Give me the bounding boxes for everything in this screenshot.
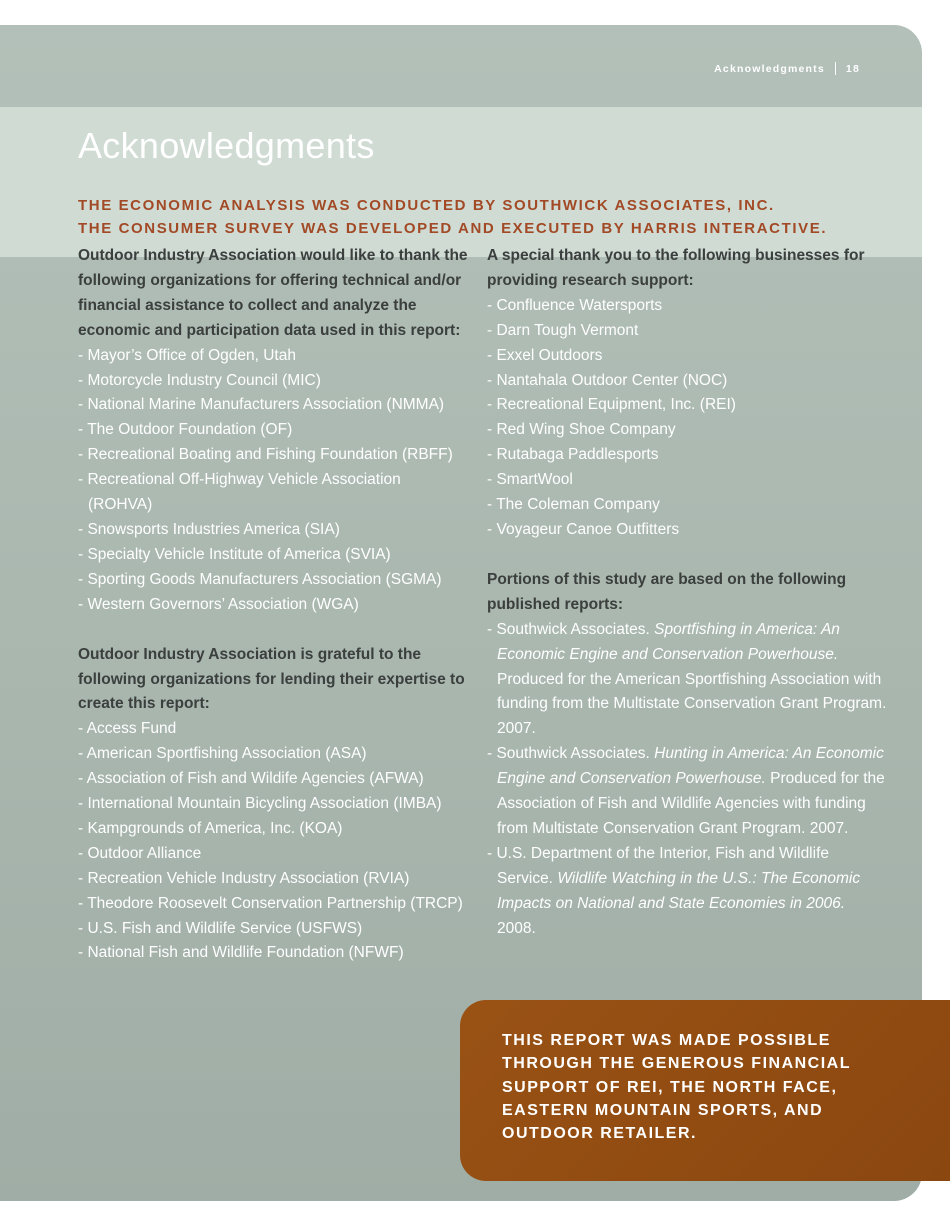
list-item: - Recreational Boating and Fishing Foundation (RBFF): [78, 446, 453, 464]
list-item: - Darn Tough Vermont: [487, 321, 639, 339]
report-citation: [487, 618, 887, 743]
section-heading-research-support: A special thank you to the following businesses for providing research support:: [487, 247, 865, 289]
sponsor-callout-text: THIS REPORT WAS MADE POSSIBLE THROUGH THE GENEROUS FINANCIAL SUPPORT OF REI, THE NORTH FACE, EASTERN MOUNTAIN SPORTS, AND OUTDOOR RETAILER.: [502, 1032, 851, 1143]
subtitle-line-2: THE CONSUMER SURVEY WAS DEVELOPED AND EXECUTED BY HARRIS INTERACTIVE.: [78, 220, 828, 237]
list-item: - U.S. Fish and Wildlife Service (USFWS): [78, 919, 363, 937]
running-head-divider: [835, 62, 836, 75]
list-item: - Red Wing Shoe Company: [487, 421, 676, 439]
page-title: Acknowledgments: [78, 125, 375, 166]
section-spacer: [487, 543, 887, 568]
list-item: - Sporting Goods Manufacturers Association (SGMA): [78, 570, 442, 588]
citation-author: - Southwick Associates.: [487, 620, 655, 638]
list-item: - Snowsports Industries America (SIA): [78, 520, 340, 538]
technical-assistance-list: [78, 344, 468, 618]
left-column: [78, 244, 468, 966]
list-item: - The Outdoor Foundation (OF): [78, 421, 293, 439]
published-reports-list: [487, 618, 887, 942]
list-item: - Nantahala Outdoor Center (NOC): [487, 371, 728, 389]
list-item: - Mayor’s Office of Ogden, Utah: [78, 346, 296, 364]
list-item: - Rutabaga Paddlesports: [487, 446, 659, 464]
list-item: - Theodore Roosevelt Conservation Partnership (TRCP): [78, 894, 463, 912]
list-item: - The Coleman Company: [487, 496, 660, 514]
list-item: - National Marine Manufacturers Association (NMMA): [78, 396, 445, 414]
list-item: - Association of Fish and Wildife Agencies (AFWA): [78, 770, 424, 788]
citation-details: 2008.: [497, 919, 536, 937]
right-column: [487, 244, 887, 941]
citation-title: Wildlife Watching in the U.S.: The Economic Impacts on National and State Economies in 2006.: [497, 869, 861, 912]
citation-details: Produced for the Association of Fish and Wildlife Agencies with funding from Multistate Conservation Grant Program. 2007.: [497, 770, 885, 837]
list-item: - Recreational Off-Highway Vehicle Association (ROHVA): [78, 471, 401, 514]
sponsor-callout: [460, 1000, 950, 1181]
report-citation: [487, 742, 887, 842]
citation-author: - U.S. Department of the Interior, Fish and Wildlife Service.: [487, 844, 829, 887]
section-spacer: [78, 618, 468, 643]
citation-author: - Southwick Associates.: [487, 745, 655, 763]
page-subtitle: [78, 194, 827, 240]
research-support-list: [487, 294, 887, 543]
section-heading-published-reports: Portions of this study are based on the following published reports:: [487, 570, 847, 613]
citation-details: Produced for the American Sportfishing Association with funding from the Multistate Conservation Grant Program. 2007.: [497, 670, 887, 738]
running-head: [714, 62, 860, 75]
list-item: - American Sportfishing Association (ASA): [78, 745, 367, 763]
list-item: - Western Governors’ Association (WGA): [78, 595, 359, 613]
list-item: - Recreational Equipment, Inc. (REI): [487, 396, 736, 414]
subtitle-line-1: THE ECONOMIC ANALYSIS WAS CONDUCTED BY SOUTHWICK ASSOCIATES, INC.: [78, 197, 775, 214]
list-item: - Exxel Outdoors: [487, 346, 603, 364]
list-item: - Voyageur Canoe Outfitters: [487, 520, 680, 538]
citation-title: Hunting in America: An Economic Engine and Conservation Powerhouse.: [497, 745, 884, 788]
citation-title: Sportfishing in America: An Economic Engine and Conservation Powerhouse.: [497, 620, 840, 663]
list-item: - Motorcycle Industry Council (MIC): [78, 371, 321, 389]
expertise-list: [78, 717, 468, 966]
list-item: - Specialty Vehicle Institute of America (SVIA): [78, 545, 391, 563]
list-item: - National Fish and Wildlife Foundation (NFWF): [78, 944, 404, 962]
list-item: - Recreation Vehicle Industry Association (RVIA): [78, 869, 410, 887]
list-item: - SmartWool: [487, 471, 573, 489]
section-heading-expertise: Outdoor Industry Association is grateful to the following organizations for lending their expertise to create this report:: [78, 645, 465, 713]
list-item: - International Mountain Bicycling Association (IMBA): [78, 795, 442, 813]
list-item: - Confluence Watersports: [487, 296, 663, 314]
list-item: - Kampgrounds of America, Inc. (KOA): [78, 819, 343, 837]
report-citation: [487, 842, 887, 942]
list-item: - Access Fund: [78, 720, 177, 738]
page-number: 18: [845, 62, 860, 75]
section-heading-technical-assistance: Outdoor Industry Association would like to thank the following organizations for offering technical and/or financial assistance to collect and analyze the economic and participation data used in this report:: [78, 247, 468, 339]
title-banner: [0, 107, 922, 257]
list-item: - Outdoor Alliance: [78, 844, 202, 862]
running-head-section: Acknowledgments: [714, 62, 825, 75]
